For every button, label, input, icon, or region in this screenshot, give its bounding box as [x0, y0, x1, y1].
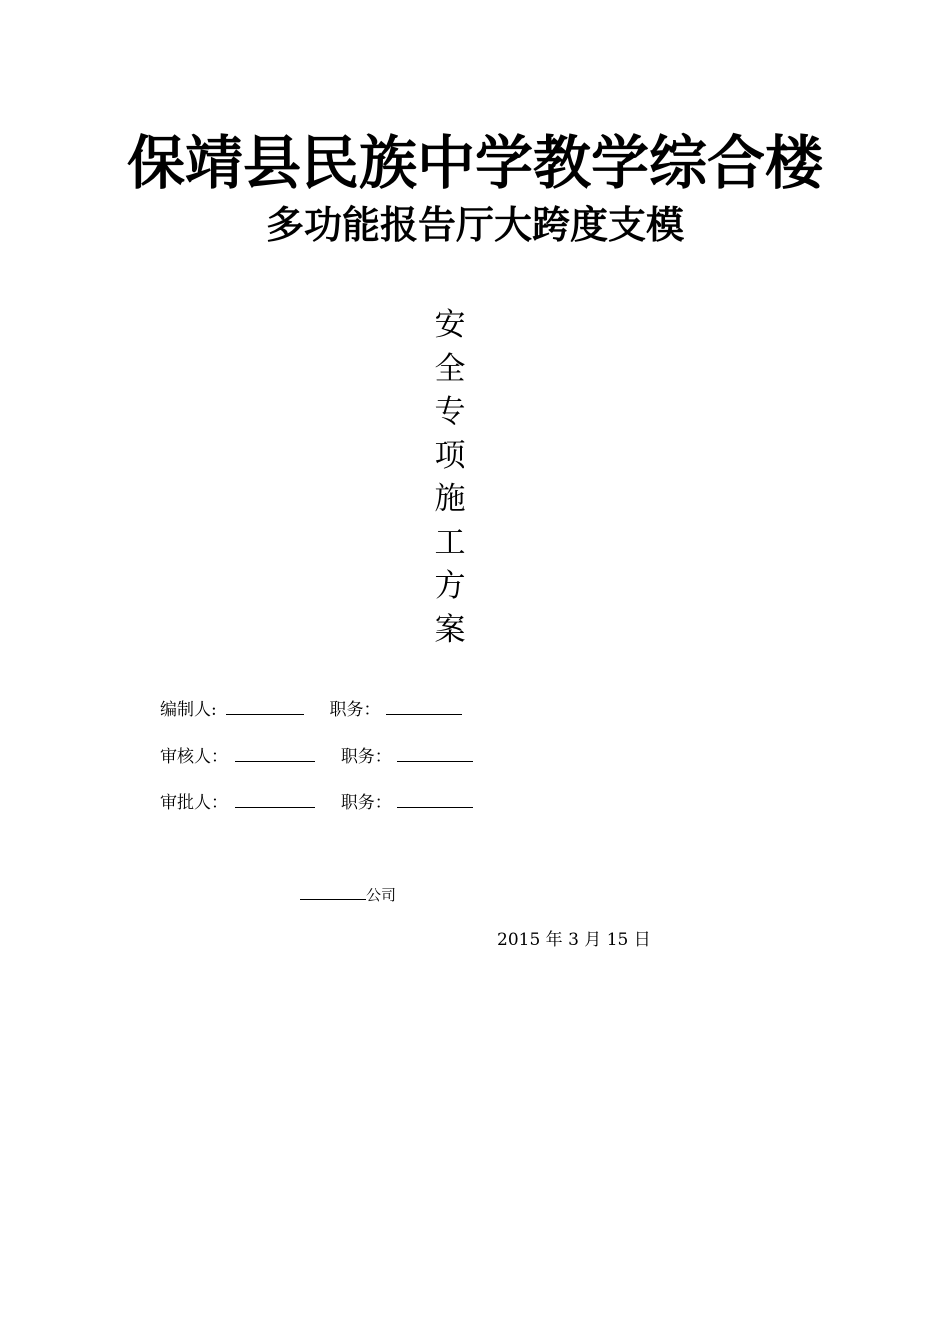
reviewer-label: 审核人：	[160, 747, 228, 767]
company-line	[300, 883, 396, 906]
plan-title-char: 工	[434, 524, 466, 561]
approver-name-blank	[235, 789, 315, 808]
plan-title-char: 施	[434, 481, 466, 517]
project-title: 保靖县民族中学教学综合楼	[126, 129, 823, 197]
company-label: 公司	[366, 886, 397, 904]
reviewer-role-label: 职务：	[340, 747, 392, 767]
plan-title-char: 专	[434, 394, 466, 430]
compiler-label: 编制人:	[160, 700, 217, 720]
compiler-name-blank	[226, 696, 304, 715]
project-subtitle: 多功能报告厅大跨度支模	[265, 203, 684, 247]
plan-title-char: 安	[434, 307, 466, 343]
signature-row-approver	[160, 789, 473, 815]
signature-row-reviewer	[160, 743, 473, 769]
compiler-role-label: 职务：	[329, 700, 381, 720]
plan-title-char: 案	[434, 611, 466, 648]
plan-title-char: 全	[434, 350, 466, 387]
reviewer-name-blank	[235, 743, 315, 762]
approver-role-blank	[397, 789, 473, 808]
approver-label: 审批人：	[160, 793, 228, 813]
reviewer-role-blank	[397, 743, 473, 762]
company-name-blank	[300, 883, 366, 900]
plan-title-char: 方	[434, 568, 466, 604]
compiler-role-blank	[386, 696, 462, 715]
signature-row-compiler	[160, 696, 462, 722]
document-date: 2015 年 3 月 15 日	[497, 930, 651, 950]
plan-title-vertical	[425, 304, 475, 652]
plan-title-char: 项	[434, 437, 466, 474]
approver-role-label: 职务：	[340, 793, 392, 813]
